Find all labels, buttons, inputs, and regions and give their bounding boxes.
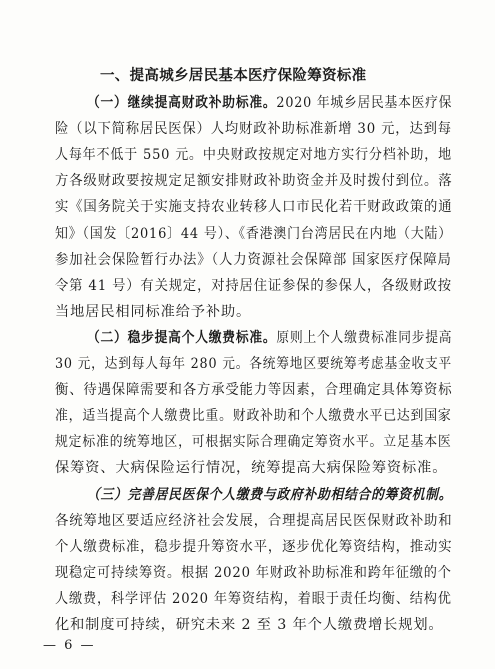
- paragraph-3-line-3: 个人缴费标准，稳步提升筹资水平，逐步优化筹资结构，推动实: [55, 538, 453, 555]
- paragraph-3-line-2: 各统筹地区要适应经济社会发展，合理提高居民医保财政补助和: [55, 512, 453, 529]
- paragraph-1-line-8: 令第 41 号）有关规定，对持居住证参保的参保人，各级财政按: [55, 277, 452, 294]
- section-heading: 一、提高城乡居民基本医疗保险筹资标准: [100, 68, 367, 84]
- page-number: — 6 —: [43, 638, 96, 653]
- paragraph-1-line-9: 当地居民相同标准给予补助。: [55, 303, 252, 320]
- paragraph-2-line-6: 保筹资、大病保险运行情况，统筹提高大病保险筹资标准。: [55, 460, 448, 477]
- paragraph-1-line-4: 方各级财政要按规定足额安排财政补助资金并及时拨付到位。落: [55, 173, 453, 190]
- paragraph-1-line-7: 参加社会保险暂行办法》（人力资源社会保障部 国家医疗保障局: [55, 251, 452, 268]
- paragraph-2-line-5: 规定标准的统筹地区，可根据实际合理确定筹资水平。立足基本医: [55, 434, 452, 451]
- paragraph-1-line-5: 实《国务院关于实施支持农业转移人口市民化若干财政政策的通: [55, 199, 453, 216]
- paragraph-2-text-1: 原则上个人缴费标准同步提高: [276, 329, 453, 346]
- paragraph-3-line-1: [87, 486, 452, 504]
- paragraph-2-line-4: 准，适当提高个人缴费比重。财政补助和个人缴费水平已达到国家: [55, 408, 452, 425]
- paragraph-3-line-6: 化和制度可持续，研究未来 2 至 3 年个人缴费增长规划。: [55, 617, 444, 633]
- paragraph-1-line-2: 险（以下简称居民医保）人均财政补助标准新增 30 元，达到每: [55, 121, 452, 138]
- paragraph-2-line-3: 衡、待遇保障需要和各方承受能力等因素，合理确定具体筹资标: [55, 382, 453, 399]
- paragraph-1-line-3: 人每年不低于 550 元。中央财政按规定对地方实行分档补助，地: [55, 147, 452, 164]
- paragraph-1-label: （一）继续提高财政补助标准。: [87, 95, 277, 111]
- paragraph-2-label: （二）稳步提高个人缴费标准。: [87, 329, 277, 346]
- paragraph-3-line-4: 现稳定可持续筹资。根据 2020 年财政补助标准和跨年征缴的个: [55, 564, 452, 581]
- paragraph-2-line-2: 30 元，达到每人每年 280 元。各统筹地区要统筹考虑基金收支平: [55, 356, 453, 372]
- paragraph-1-text-1: 2020 年城乡居民基本医疗保: [276, 95, 453, 111]
- paragraph-2-line-1: [87, 329, 452, 347]
- paragraph-3-line-5: 人缴费，科学评估 2020 年筹资结构，着眼于责任均衡、结构优: [55, 590, 452, 607]
- paragraph-1-line-1: [87, 94, 452, 112]
- paragraph-3-label: （三）完善居民医保个人缴费与政府补助相结合的筹资机制。: [87, 486, 453, 503]
- paragraph-1-line-6: 知》（国发〔2016〕44 号）、《香港澳门台湾居民在内地（大陆）: [55, 225, 452, 242]
